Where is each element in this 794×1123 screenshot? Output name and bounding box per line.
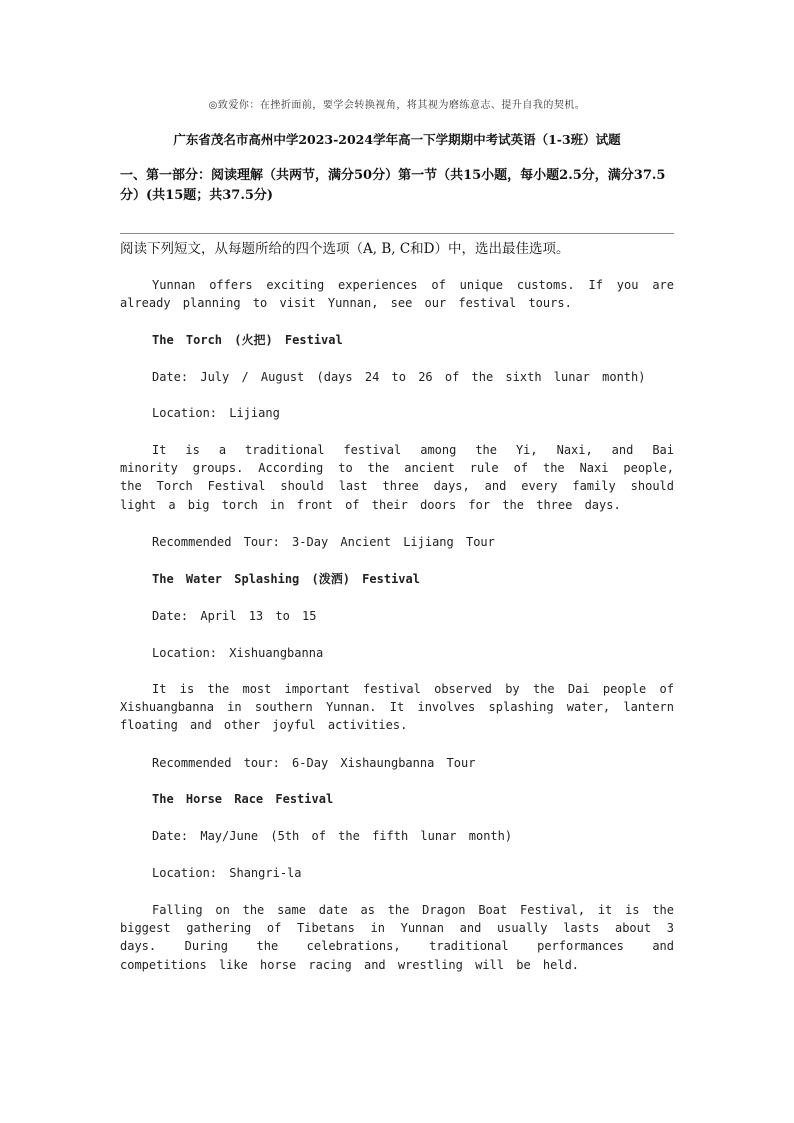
festival-description-torch: It is a traditional festival among the Yi, Naxi, and Bai minority groups. According to the ancient rule of the Naxi people, the Torch Festival should last three days, and every family should light a big torch in front of their doors for the three days. xyxy=(120,443,674,512)
divider-rule xyxy=(120,233,674,234)
festival-name-horse: The Horse Race Festival xyxy=(152,792,334,806)
festival-location-water: Location: Xishuangbanna xyxy=(152,646,324,660)
festival-name-torch: The Torch (火把) Festival xyxy=(152,333,343,347)
festival-location-torch: Location: Lijiang xyxy=(152,406,280,420)
festival-date-torch: Date: July / August (days 24 to 26 of the sixth lunar month) xyxy=(152,370,646,384)
festival-date-water: Date: April 13 to 15 xyxy=(152,609,317,623)
festival-description-horse: Falling on the same date as the Dragon Boat Festival, it is the biggest gathering of Tibetans in Yunnan and usually lasts about 3 days. During the celebrations, traditional performances and competitions like horse racing and wrestling will be held. xyxy=(120,903,674,972)
festival-tour-torch: Recommended Tour: 3-Day Ancient Lijiang Tour xyxy=(152,535,495,549)
festival-location-horse: Location: Shangri-la xyxy=(152,866,302,880)
festival-description-water: It is the most important festival observed by the Dai people of Xishuangbanna in southern Yunnan. It involves splashing water, lantern floating and other joyful activities. xyxy=(120,682,674,733)
section-heading: 一、第一部分：阅读理解（共两节，满分50分）第一节（共15小题，每小题2.5分，满分37.5分）(共15题；共37.5分) xyxy=(120,168,666,203)
document-title: 广东省茂名市高州中学2023-2024学年高一下学期期中考试英语（1-3班）试题 xyxy=(173,132,621,147)
festival-date-horse: Date: May/June (5th of the fifth lunar month) xyxy=(152,829,513,843)
instruction-text: 阅读下列短文，从每题所给的四个选项（A, B, C和D）中，选出最佳选项。 xyxy=(120,241,570,257)
festival-tour-water: Recommended tour: 6-Day Xishaungbanna Tour xyxy=(152,756,476,770)
motto-line: ◎致爱你：在挫折面前，要学会转换视角，将其视为磨练意志、提升自我的契机。 xyxy=(208,100,586,111)
intro-paragraph: Yunnan offers exciting experiences of unique customs. If you are already planning to visit Yunnan, see our festival tours. xyxy=(120,278,674,311)
festival-name-water: The Water Splashing (泼洒) Festival xyxy=(152,572,420,586)
